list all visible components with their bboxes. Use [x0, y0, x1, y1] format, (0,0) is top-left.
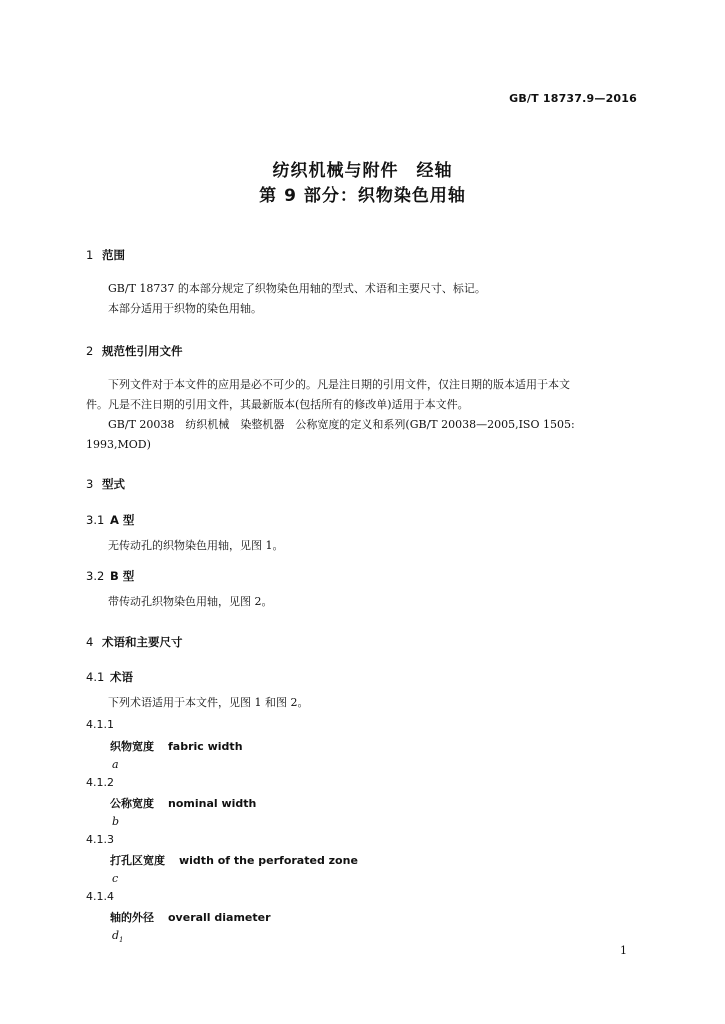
section-1-paragraph-2: 本部分适用于织物的染色用轴。	[108, 302, 262, 315]
subsection-number: 3.1	[86, 513, 105, 527]
subsection-title: B 型	[110, 569, 135, 583]
term-zh: 轴的外径	[110, 911, 154, 924]
section-title: 范围	[102, 248, 125, 262]
section-4-1-text: 下列术语适用于本文件，见图 1 和图 2。	[108, 696, 309, 709]
section-number: 3	[86, 477, 94, 491]
section-3-2-heading	[86, 568, 134, 584]
page-number: 1	[620, 944, 627, 957]
term-entry	[110, 909, 271, 925]
section-title: 规范性引用文件	[102, 344, 183, 358]
section-4-heading	[86, 634, 183, 650]
section-number: 4	[86, 635, 94, 649]
section-number: 1	[86, 248, 94, 262]
term-entry	[110, 795, 256, 811]
subsection-number: 4.1	[86, 670, 105, 684]
term-zh: 织物宽度	[110, 740, 154, 753]
term-symbol: c	[112, 872, 119, 885]
term-en: fabric width	[168, 740, 243, 753]
section-2-heading	[86, 343, 183, 359]
term-en: overall diameter	[168, 911, 271, 924]
term-number: 4.1.1	[86, 718, 114, 731]
term-en: nominal width	[168, 797, 257, 810]
term-symbol: b	[112, 815, 120, 828]
document-title-line2: 第 9 部分：织物染色用轴	[259, 186, 466, 206]
subsection-number: 3.2	[86, 569, 105, 583]
term-zh: 公称宽度	[110, 797, 154, 810]
section-2-reference-line-1: GB/T 20038 纺织机械 染整机器 公称宽度的定义和系列(GB/T 20038—2005,ISO 1505:	[108, 418, 575, 431]
term-number: 4.1.3	[86, 833, 114, 846]
term-en: width of the perforated zone	[179, 854, 358, 867]
section-3-heading	[86, 476, 125, 492]
term-symbol: a	[112, 758, 119, 771]
section-3-2-text: 带传动孔织物染色用轴，见图 2。	[108, 595, 273, 608]
section-2-paragraph-1-line-2: 件。凡是不注日期的引用文件，其最新版本(包括所有的修改单)适用于本文件。	[86, 398, 469, 411]
section-4-1-heading	[86, 669, 133, 685]
section-1-paragraph-1: GB/T 18737 的本部分规定了织物染色用轴的型式、术语和主要尺寸、标记。	[108, 282, 486, 295]
section-1-heading	[86, 247, 125, 263]
term-zh: 打孔区宽度	[110, 854, 165, 867]
section-2-paragraph-1-line-1: 下列文件对于本文件的应用是必不可少的。凡是注日期的引用文件，仅注日期的版本适用于本文	[108, 378, 570, 391]
term-number: 4.1.4	[86, 890, 114, 903]
term-symbol: $d_1$	[112, 929, 124, 945]
section-3-1-heading	[86, 512, 134, 528]
subsection-title: 术语	[110, 670, 133, 684]
section-2-reference-line-2: 1993,MOD)	[86, 438, 151, 451]
section-title: 型式	[102, 477, 125, 491]
section-number: 2	[86, 344, 94, 358]
term-number: 4.1.2	[86, 776, 114, 789]
term-entry	[110, 852, 358, 868]
document-title-line1: 纺织机械与附件 经轴	[272, 161, 453, 181]
subsection-title: A 型	[110, 513, 135, 527]
section-3-1-text: 无传动孔的织物染色用轴，见图 1。	[108, 539, 284, 552]
standard-number: GB/T 18737.9—2016	[509, 92, 637, 105]
section-title: 术语和主要尺寸	[102, 635, 183, 649]
term-entry	[110, 738, 243, 754]
